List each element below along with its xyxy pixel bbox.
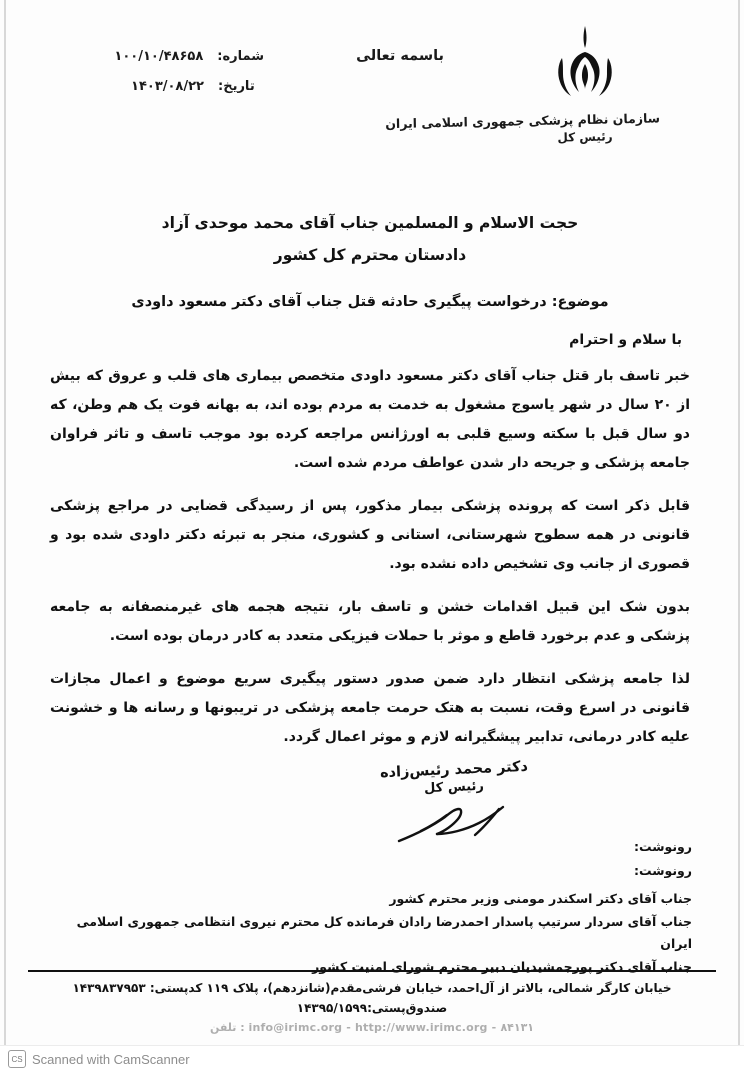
addressee-line-1: حجت الاسلام و المسلمین جناب آقای محمد موحدی آزاد xyxy=(161,214,579,232)
subject-text: درخواست پیگیری حادثه قتل جناب آقای دکتر مسعود داودی xyxy=(131,294,547,310)
signatory-title: رئیس کل xyxy=(423,778,485,797)
cc-item-1: جناب آقای دکتر اسکندر مومنی وزیر محترم کشور xyxy=(389,891,692,906)
cc-list xyxy=(44,888,692,978)
salutation: با سلام و احترام xyxy=(569,332,682,348)
camscanner-badge-icon: CS xyxy=(8,1050,26,1068)
paragraph-4: لذا جامعه پزشکی انتظار دارد ضمن صدور دستور پیگیری سریع موضوع و اعمال مجازات قانونی در اسرع وقت، نسبت به هتک حرمت جامعه پزشکی در تریبونها و رسانه ها و خشونت علیه کادر درمانی، تدابیر پیشگیرانه لازم و موثر اعمال گردد. xyxy=(50,671,690,745)
subject-label: موضوع: xyxy=(551,294,609,310)
paragraph-3: بدون شک این قبیل اقدامات خشن و تاسف بار، نتیجه هجمه های غیرمنصفانه به جامعه پزشکی و عدم برخورد قاطع و موثر با حملات فیزیکی متعدد به کادر درمان بوده است. xyxy=(50,599,690,644)
addressee-line-2: دادستان محترم کل کشور xyxy=(273,246,467,264)
camscanner-text: Scanned with CamScanner xyxy=(32,1051,190,1067)
signatory-name: دکتر محمد رئیس‌زاده xyxy=(379,758,529,782)
organization-subtitle: رئیس کل xyxy=(557,129,613,145)
carbon-copy-block xyxy=(44,836,692,979)
paragraph-2: قابل ذکر است که پرونده پزشکی بیمار مذکور، پس از رسیدگی قضایی در مراجع پزشکی قانونی در همه سطوح شهرستانی، استانی و کشوری، منجر به تبرئه دکتر داودی شده بود و قصوری از جانب وی تشخیص داده نشده بود. xyxy=(50,498,690,572)
camscanner-watermark xyxy=(0,1045,744,1072)
organization-name: سازمان نظام پزشکی جمهوری اسلامی ایران xyxy=(385,110,661,132)
subject-line xyxy=(44,294,696,310)
paragraph-1: خبر تاسف بار قتل جناب آقای دکتر مسعود داودی متخصص بیماری های قلب و عروق که بیش از ۲۰ سال در شهر یاسوج مشغول به خدمت به مردم بوده اند، به بهانه فوت یک هم وطن، که دو سال قبل با سکته وسیع قلبی به اورژانس مراجعه کرده بود موجب تاسف و تاثر فراوان جامعه پزشکی و جریحه دار شدن عواطف مردم شده است. xyxy=(50,368,690,471)
cc-item-2: جناب آقای سردار سرتیپ پاسدار احمدرضا رادان فرمانده کل محترم نیروی انتظامی جمهوری اسلامی ایران xyxy=(76,914,692,951)
footer-contact: info@irimc.org - http://www.irimc.org - ۸۴۱۳۱ : تلفن xyxy=(209,1021,535,1034)
addressee-block xyxy=(44,208,696,270)
cc-item-3: جناب آقای دکتر پورجمشیدیان دبیر محترم شورای امنیت کشور xyxy=(312,959,692,974)
footer-address: خیابان کارگر شمالی، بالاتر از آل‌احمد، خیابان فرشی‌مقدم(شانزدهم)، پلاک ۱۱۹ کدپستی: ۱۴۳۹۸۳۷۹۵۳ صندوق‌پستی:۱۴۳۹۵/۱۵۹۹ xyxy=(72,981,672,1015)
cc-label-2: رونوشت: xyxy=(633,863,692,878)
cc-label-1: رونوشت: xyxy=(633,839,692,854)
meta-value-date: ۱۴۰۳/۰۸/۲۲ xyxy=(131,79,204,94)
meta-row-number xyxy=(64,42,264,72)
meta-label-date: تاریخ: xyxy=(218,79,255,94)
meta-label-number: شماره: xyxy=(217,49,264,64)
letter-footer xyxy=(28,970,716,1038)
basmala-text: باسمه تعالی xyxy=(356,48,444,64)
meta-row-date xyxy=(64,72,264,102)
iran-emblem-icon xyxy=(510,24,660,110)
letterhead xyxy=(0,18,744,188)
letter-body xyxy=(44,208,696,766)
letter-meta xyxy=(64,42,264,102)
meta-value-number: ۱۰۰/۱۰/۴۸۶۵۸ xyxy=(114,49,204,64)
